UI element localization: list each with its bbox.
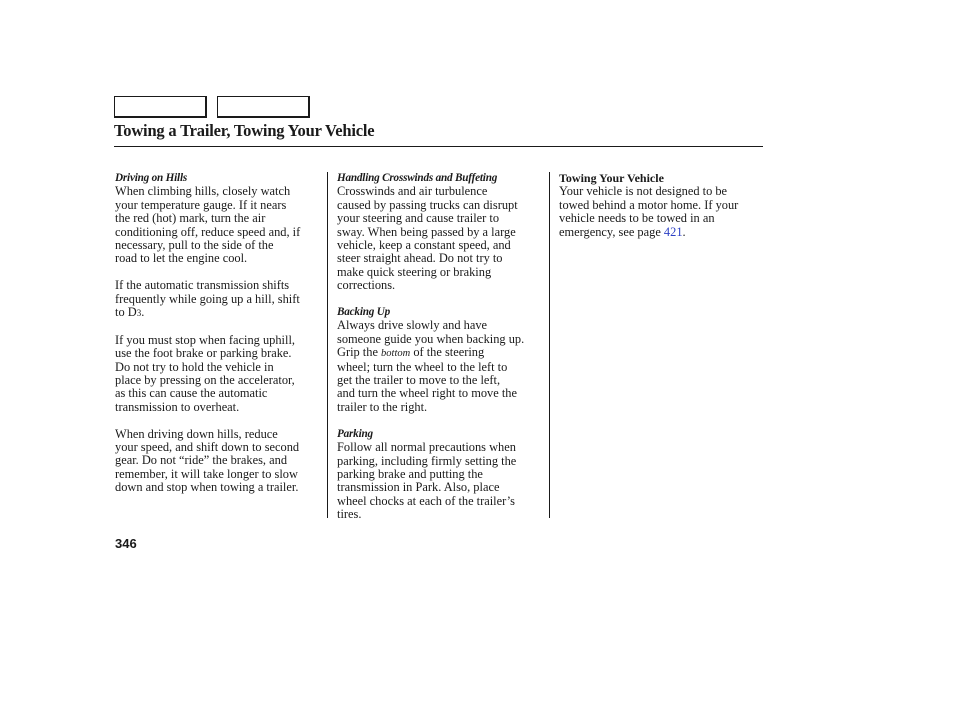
text-line: use the foot brake or parking brake.: [115, 346, 292, 361]
text-line: road to let the engine cool.: [115, 251, 248, 266]
text-line: the red (hot) mark, turn the air: [115, 211, 266, 226]
text-line: conditioning off, reduce speed and, if: [115, 224, 301, 239]
text-fragment: Grip the: [337, 345, 382, 360]
text-line: Crosswinds and air turbulence: [337, 184, 488, 199]
text-line: [559, 226, 759, 239]
text-line: Follow all normal precautions when: [337, 440, 516, 455]
paragraph-towing-your-vehicle: [559, 185, 759, 239]
text-line: Your vehicle is not designed to be: [559, 184, 728, 199]
text-line: parking, including firmly setting the: [337, 453, 517, 468]
text-line: steer straight ahead. Do not try to: [337, 251, 503, 266]
text-line: transmission in Park. Also, place: [337, 480, 500, 495]
paragraph-backing-up: [337, 319, 545, 414]
paragraph-crosswinds: [337, 185, 545, 292]
column-left: [115, 172, 323, 495]
page-421-link[interactable]: 421: [663, 224, 683, 239]
paragraph-stop-uphill: [115, 334, 323, 414]
section-heading-driving-on-hills: Driving on Hills: [115, 172, 188, 184]
nav-button-next[interactable]: [217, 96, 310, 118]
text-line: as this can cause the automatic: [115, 386, 268, 401]
nav-button-back[interactable]: [114, 96, 207, 118]
text-fragment: emergency, see page: [559, 224, 664, 239]
section-heading-towing-your-vehicle: Towing Your Vehicle: [559, 171, 664, 185]
column-middle: [337, 172, 545, 522]
text-line: your temperature gauge. If it nears: [115, 197, 287, 212]
column-divider: [327, 172, 328, 518]
text-line: When climbing hills, closely watch: [115, 184, 291, 199]
section-heading-parking: Parking: [337, 427, 373, 440]
text-fragment: of the steering: [410, 345, 485, 360]
gear-subscript: 3: [136, 308, 142, 319]
text-line: caused by passing trucks can disrupt: [337, 197, 518, 212]
text-line: someone guide you when backing up.: [337, 331, 525, 346]
text-line: place by pressing on the accelerator,: [115, 373, 295, 388]
text-line: trailer to the right.: [337, 399, 428, 414]
text-fragment: .: [682, 224, 686, 239]
text-line: vehicle needs to be towed in an: [559, 211, 715, 226]
paragraph-climbing-hills: [115, 185, 323, 265]
text-line: Always drive slowly and have: [337, 318, 488, 333]
column-divider: [549, 172, 550, 518]
text-line: wheel; turn the wheel to the left to: [337, 359, 508, 374]
text-line: make quick steering or braking: [337, 264, 492, 279]
paragraph-transmission-shifts: [115, 279, 323, 320]
text-line: If you must stop when facing uphill,: [115, 332, 295, 347]
text-line: necessary, pull to the side of the: [115, 238, 274, 253]
section-heading-crosswinds: Handling Crosswinds and Buffeting: [337, 172, 498, 184]
text-line: parking brake and putting the: [337, 466, 483, 481]
text-line: When driving down hills, reduce: [115, 426, 278, 441]
text-line: tires.: [337, 507, 362, 522]
text-line: your speed, and shift down to second: [115, 440, 300, 455]
text-line: your steering and cause trailer to: [337, 211, 500, 226]
text-line: transmission to overheat.: [115, 399, 240, 414]
text-line: corrections.: [337, 278, 396, 293]
column-right: [559, 172, 759, 239]
text-line: gear. Do not “ride” the brakes, and: [115, 453, 288, 468]
text-line: Do not try to hold the vehicle in: [115, 359, 274, 374]
text-fragment: .: [141, 305, 145, 320]
text-line: If the automatic transmission shifts: [115, 278, 290, 293]
text-line: and turn the wheel right to move the: [337, 386, 517, 401]
section-heading-backing-up: Backing Up: [337, 306, 391, 319]
emphasis-bottom: bottom: [381, 348, 411, 360]
paragraph-parking: [337, 441, 545, 521]
text-line: frequently while going up a hill, shift: [115, 291, 300, 306]
title-rule: [114, 146, 763, 147]
text-line: [115, 306, 323, 320]
text-line: get the trailer to move to the left,: [337, 373, 501, 388]
page-title: Towing a Trailer, Towing Your Vehicle: [114, 121, 375, 140]
text-line: towed behind a motor home. If your: [559, 197, 739, 212]
text-line: sway. When being passed by a large: [337, 224, 516, 239]
text-fragment: to D: [115, 305, 137, 320]
text-line: vehicle, keep a constant speed, and: [337, 238, 511, 253]
text-line: wheel chocks at each of the trailer’s: [337, 493, 515, 508]
page-number: 346: [115, 536, 137, 551]
text-line: down and stop when towing a trailer.: [115, 480, 299, 495]
text-line: remember, it will take longer to slow: [115, 466, 298, 481]
paragraph-driving-down-hills: [115, 428, 323, 495]
text-line: [337, 346, 545, 360]
